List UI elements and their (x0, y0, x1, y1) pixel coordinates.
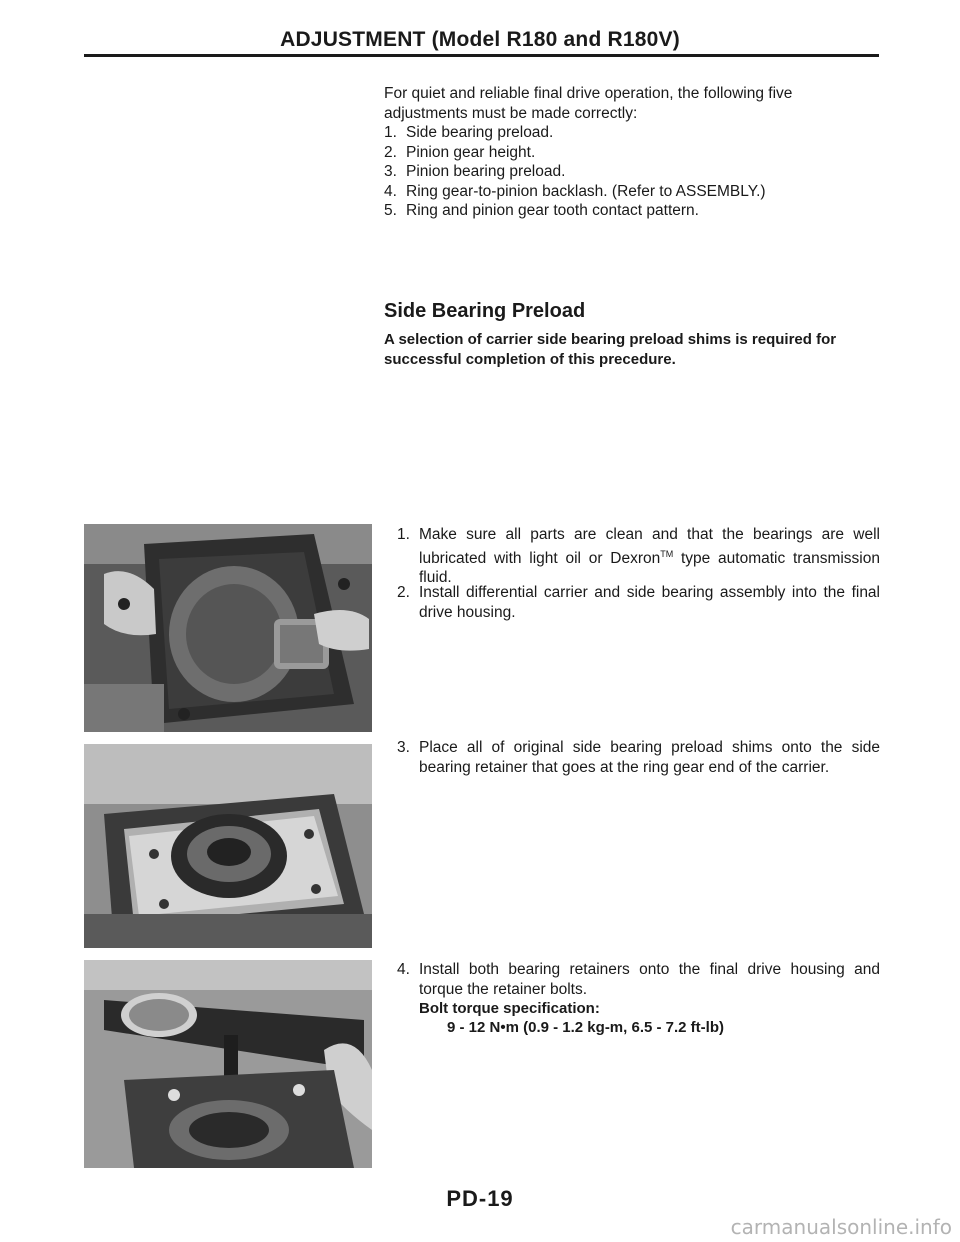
intro-item-text: Pinion gear height. (406, 143, 536, 161)
photo-bearing-retainer-shims (84, 744, 372, 948)
spec-label: Bolt torque specification: (419, 1000, 600, 1017)
step-item (397, 738, 880, 777)
step-text (419, 525, 880, 588)
page-number: PD-19 (446, 1186, 514, 1211)
photo-differential-carrier-image (84, 524, 372, 732)
photo-torque-wrench (84, 960, 372, 1168)
intro-item-number: 2. (384, 143, 397, 161)
step-item (397, 960, 880, 1037)
intro-item-number: 1. (384, 124, 397, 141)
intro-item-text: Ring and pinion gear tooth contact pattern. (406, 202, 699, 219)
intro-list-item (384, 201, 879, 221)
step-number: 3. (397, 739, 410, 756)
title-rule (84, 54, 879, 57)
intro-item-text: Pinion bearing preload. (406, 163, 566, 180)
step-text: Install both bearing retainers onto the final drive housing and torque the retainer bolts. (419, 961, 880, 998)
intro-item-text: Side bearing preload. (406, 124, 554, 141)
step-row (397, 960, 880, 999)
intro-list-item (384, 182, 879, 202)
spec-value: 9 - 12 N•m (0.9 - 1.2 kg-m, 6.5 - 7.2 ft-lb) (447, 1019, 724, 1036)
intro-list-item (384, 143, 879, 163)
intro-list-item (384, 162, 879, 182)
photo-bearing-retainer-shims-image (84, 744, 372, 948)
photo-differential-carrier (84, 524, 372, 732)
step-text: Place all of original side bearing preload shims onto the side bearing retainer that goes at the ring gear end of the carrier. (419, 739, 880, 776)
step-number: 4. (397, 961, 410, 978)
step-item (397, 525, 880, 588)
section-heading: Side Bearing Preload (384, 300, 586, 322)
section-note: A selection of carrier side bearing preload shims is required for successful completion of this precedure. (384, 331, 837, 368)
intro-list-item (384, 123, 879, 143)
intro-paragraph (384, 84, 879, 221)
trademark-mark: TM (660, 548, 674, 559)
intro-line-2: adjustments must be made correctly: (384, 104, 638, 122)
intro-line-1: For quiet and reliable final drive operation, the following five (384, 85, 793, 102)
page-title: ADJUSTMENT (Model R180 and R180V) (280, 28, 680, 51)
step-text: Install differential carrier and side bearing assembly into the final drive housing. (419, 584, 880, 621)
step-item (397, 583, 880, 622)
photo-torque-wrench-image (84, 960, 372, 1168)
step-number: 1. (397, 526, 410, 543)
intro-item-number: 5. (384, 202, 397, 219)
watermark: carmanualsonline.info (730, 1215, 952, 1239)
intro-item-number: 3. (384, 163, 397, 180)
intro-item-text: Ring gear-to-pinion backlash. (Refer to ASSEMBLY.) (406, 182, 766, 200)
step-text-part: type automatic transmission fluid. (419, 549, 880, 587)
step-number: 2. (397, 584, 410, 601)
step-text-part: Make sure all parts are clean and that the bearings are well lubricated with light oil or Dexron (419, 526, 880, 567)
intro-item-number: 4. (384, 182, 397, 200)
